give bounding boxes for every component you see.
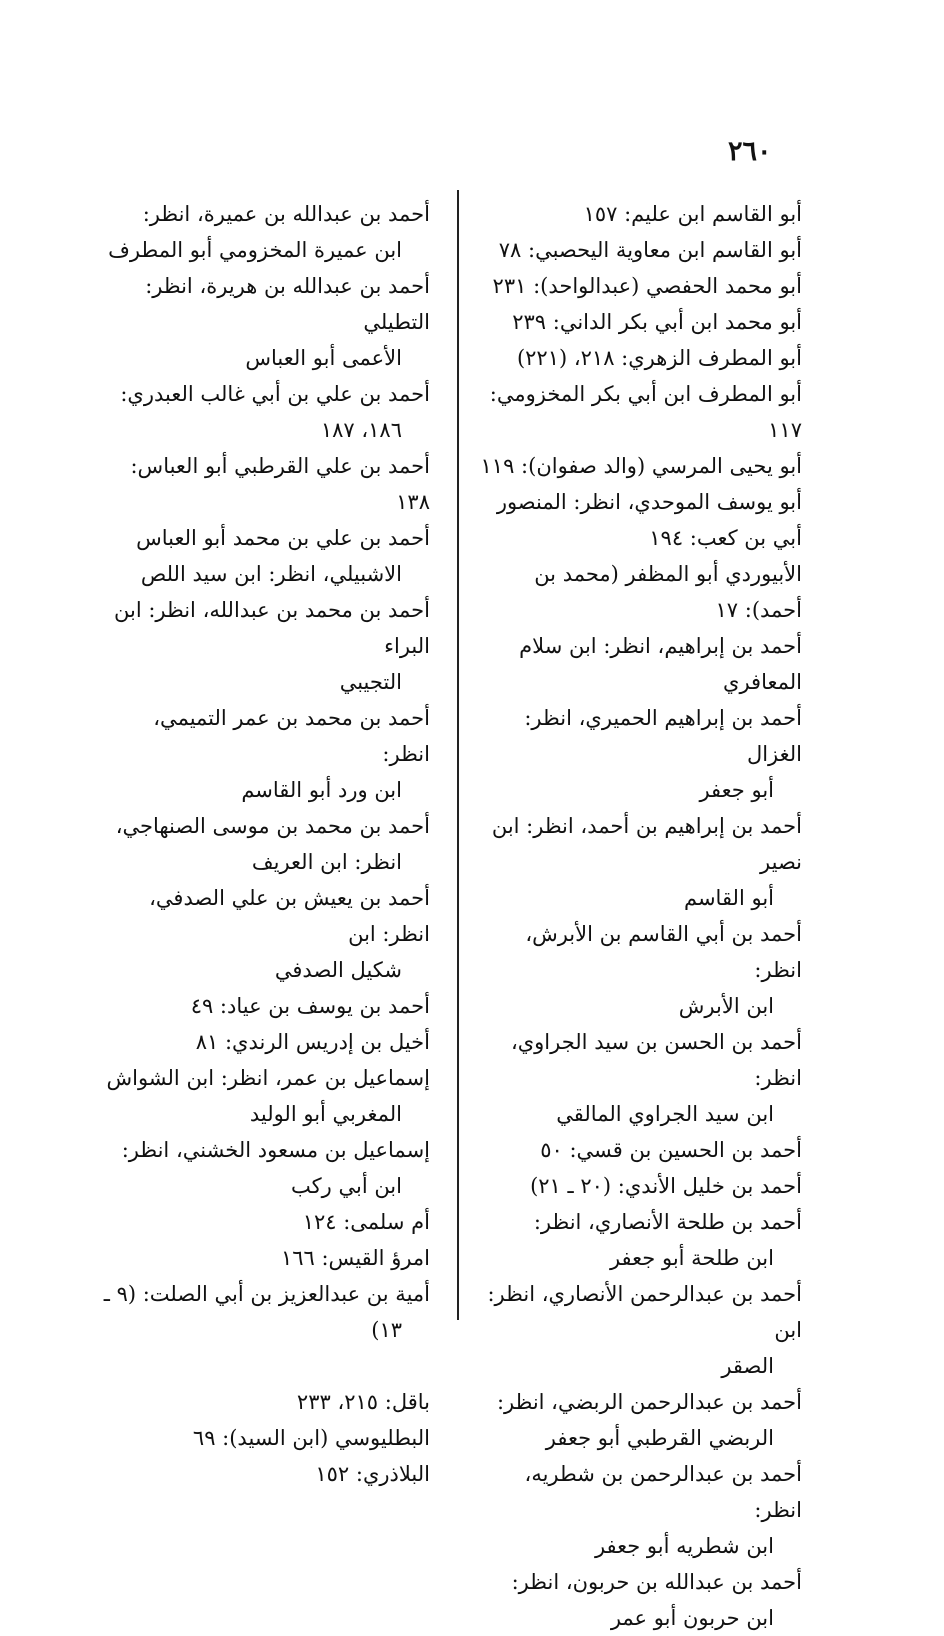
index-entry-continuation: ابن ورد أبو القاسم [241,778,402,802]
index-entry-text: أبو المطرف الزهري: ٢١٨، (٢٢١) [516,346,802,370]
index-entry-text: أحمد بن عبدالرحمن الأنصاري، انظر: ابن [487,1282,802,1342]
index-entry [100,448,430,520]
index-entry-continuation: ابن طلحة أبو جعفر [609,1246,774,1270]
index-entry-text: أحمد بن عبدالله بن هريرة، انظر: التطيلي [145,274,430,334]
index-entry-text: إسماعيل بن مسعود الخشني، انظر: [121,1138,430,1162]
index-entry-continuation: ابن عميرة المخزومي أبو المطرف [108,238,402,262]
index-entry-continuation: ١٨٦، ١٨٧ [320,418,402,442]
index-entry-text: أحمد بن الحسن بن سيد الجراوي، انظر: [510,1030,802,1090]
index-entry-continuation: ابن سيد الجراوي المالقي [556,1102,774,1126]
index-entry [472,520,802,556]
index-entry-continuation: شكيل الصدفي [274,958,402,982]
index-entry-continuation: التجيبي [339,670,402,694]
index-entry [472,484,802,520]
index-entry [472,1564,802,1636]
index-entry-text: أبو محمد الحفصي (عبدالواحد): ٢٣١ [492,274,802,298]
index-entry-text: أحمد بن إبراهيم، انظر: ابن سلام المعافري [519,634,802,694]
index-entry-text: أحمد بن عبدالله بن حربون، انظر: [511,1570,802,1594]
index-entry [100,1204,430,1240]
index-entry-continuation: المغربي أبو الوليد [249,1102,402,1126]
index-entry [100,880,430,988]
index-entry-text: أحمد بن أبي القاسم بن الأبرش، انظر: [525,922,802,982]
index-entry [472,376,802,448]
index-entry-text: أحمد بن عبدالرحمن بن شطريه، انظر: [524,1462,802,1522]
index-entry [100,700,430,808]
index-entry-continuation: ابن حربون أبو عمر [610,1606,774,1630]
index-entry [100,988,430,1024]
index-entry-text: أحمد بن محمد بن موسى الصنهاجي، [115,814,430,838]
index-entry-continuation: ابن شطريه أبو جعفر [594,1534,774,1558]
index-entry-text: الأبيوردي أبو المظفر (محمد بن أحمد): ١٧ [534,562,802,622]
index-column-right [472,196,802,1636]
index-entry-text: أمية بن عبدالعزيز بن أبي الصلت: (٩ ـ [103,1282,430,1306]
index-entry [100,376,430,448]
index-entry-text: أحمد بن يعيش بن علي الصدفي، انظر: ابن [149,886,430,946]
index-entry [472,1204,802,1276]
index-entry [472,448,802,484]
index-entry-text: أبو يوسف الموحدي، انظر: المنصور [496,490,802,514]
index-entry [472,808,802,916]
index-entry [472,1384,802,1456]
index-entry-text: أم سلمى: ١٢٤ [302,1210,430,1234]
index-entry [472,196,802,232]
index-entry-text: أحمد بن يوسف بن عياد: ٤٩ [190,994,430,1018]
index-entry-text: البلاذري: ١٥٢ [315,1462,430,1486]
index-entry-text: أبو القاسم ابن معاوية اليحصبي: ٧٨ [498,238,802,262]
index-column-left [100,196,430,1492]
index-entry [100,1060,430,1132]
index-entry-text: أبو محمد ابن أبي بكر الداني: ٢٣٩ [512,310,802,334]
index-entry [472,340,802,376]
index-entry [100,1456,430,1492]
index-entry-text: أحمد بن طلحة الأنصاري، انظر: [533,1210,802,1234]
index-entry-continuation: أبو القاسم [683,886,774,910]
index-entry [100,1024,430,1060]
index-entry-text: أبو القاسم ابن عليم: ١٥٧ [583,202,802,226]
index-entry [472,232,802,268]
index-entry [100,592,430,700]
index-entry-text: أحمد بن عبدالرحمن الربضي، انظر: [496,1390,802,1414]
index-entry-text: باقل: ٢١٥، ٢٣٣ [296,1390,430,1414]
index-entry [472,1132,802,1168]
index-entry-text: أخيل بن إدريس الرندي: ٨١ [195,1030,430,1054]
index-entry-text: أبو المطرف ابن أبي بكر المخزومي: ١١٧ [489,382,802,442]
index-entry-continuation: ابن الأبرش [678,994,774,1018]
index-entry-continuation: انظر: ابن العريف [251,850,402,874]
column-divider [457,190,459,1320]
index-entry-text: أحمد بن علي القرطبي أبو العباس: ١٣٨ [130,454,430,514]
index-entry [100,520,430,592]
index-entry-text: أحمد بن الحسين بن قسي: ٥٠ [540,1138,802,1162]
index-entry-text: أبي بن كعب: ١٩٤ [649,526,802,550]
index-entry-text: أحمد بن علي بن محمد أبو العباس [136,526,430,550]
index-entry-continuation: أبو جعفر [699,778,774,802]
index-entry-text: إسماعيل بن عمر، انظر: ابن الشواش [106,1066,430,1090]
index-entry [100,1384,430,1420]
index-entry-text: البطليوسي (ابن السيد): ٦٩ [192,1426,430,1450]
index-entry-text: امرؤ القيس: ١٦٦ [280,1246,430,1270]
page-number: ٢٦٠ [728,136,772,167]
index-entry [472,268,802,304]
index-entry [472,1168,802,1204]
index-entry-continuation: الاشبيلي، انظر: ابن سيد اللص [140,562,402,586]
index-entry [472,700,802,808]
index-entry-text: أحمد بن خليل الأندي: (٢٠ ـ ٢١) [530,1174,802,1198]
index-entry [472,304,802,340]
index-entry-text: أحمد بن علي بن أبي غالب العبدري: [120,382,430,406]
index-entry [472,1276,802,1384]
index-entry-continuation: ١٣) [371,1318,402,1342]
index-entry-continuation: الأعمى أبو العباس [245,346,402,370]
index-entry [472,556,802,628]
index-entry-text: أحمد بن محمد بن عبدالله، انظر: ابن البراء [113,598,430,658]
index-entry-text: أحمد بن إبراهيم الحميري، انظر: الغزال [524,706,802,766]
index-entry [100,196,430,268]
index-entry [472,1024,802,1132]
index-entry [100,808,430,880]
index-entry [472,628,802,700]
index-entry-continuation: الصقر [721,1354,774,1378]
index-entry-text: أحمد بن إبراهيم بن أحمد، انظر: ابن نصير [491,814,802,874]
index-entry [100,268,430,376]
index-entry [472,916,802,1024]
index-entry-text: أحمد بن محمد بن عمر التميمي، انظر: [153,706,430,766]
index-entry-continuation: الربضي القرطبي أبو جعفر [545,1426,774,1450]
index-entry-continuation: ابن أبي ركب [291,1174,402,1198]
index-entry-text: أبو يحيى المرسي (والد صفوان): ١١٩ [480,454,802,478]
index-entry [100,1276,430,1348]
index-entry [100,1240,430,1276]
index-entry [472,1456,802,1564]
index-entry-text: أحمد بن عبدالله بن عميرة، انظر: [142,202,430,226]
index-entry [100,1132,430,1204]
index-entry [100,1420,430,1456]
